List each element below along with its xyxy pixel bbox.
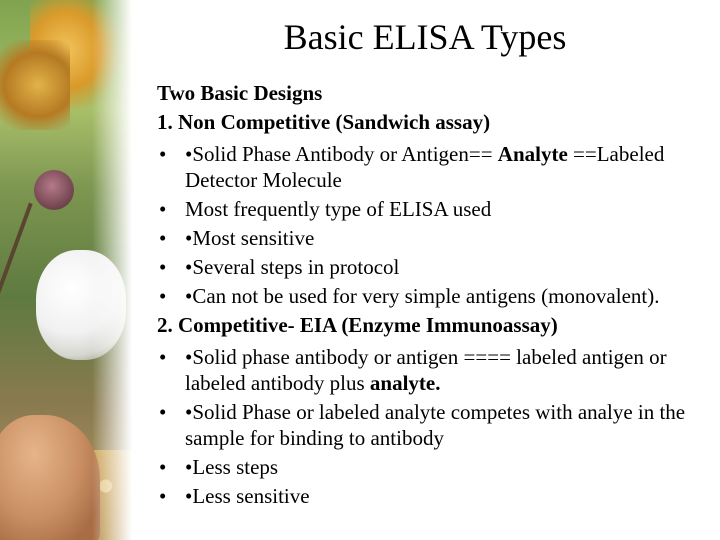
decorative-photo-strip: [0, 0, 132, 540]
item-text-end: ==Labeled Detector Molecule: [185, 142, 665, 192]
item-text: •Solid Phase Antibody or Antigen==: [185, 142, 498, 166]
slide-title: Basic ELISA Types: [283, 17, 567, 57]
list-item: [157, 344, 717, 396]
item-text: Most frequently type of ELISA used: [185, 197, 492, 221]
list-item: [157, 399, 717, 451]
item-bold-text: Analyte: [497, 142, 568, 166]
bullet: •: [159, 226, 167, 250]
item-text: •Can not be used for very simple antigens (monovalent).: [185, 284, 660, 308]
bullet: •: [159, 455, 167, 479]
list-item: [157, 283, 717, 309]
section1-heading: 1. Non Competitive (Sandwich assay): [157, 110, 491, 134]
bullet: •: [159, 255, 167, 279]
bullet: •: [159, 197, 167, 221]
item-bold-text: analyte.: [369, 371, 441, 395]
list-item: [157, 225, 717, 251]
list-item: [157, 141, 717, 193]
list-item: [157, 483, 717, 509]
section2-heading: 2. Competitive- EIA (Enzyme Immunoassay): [157, 313, 558, 337]
item-text: •Several steps in protocol: [185, 255, 400, 279]
bullet: •: [159, 142, 167, 166]
cotton-bud-image: [34, 170, 74, 210]
list-item: [157, 196, 717, 222]
bullet: •: [159, 284, 167, 308]
designs-heading: Two Basic Designs: [157, 81, 323, 105]
bullet: •: [159, 400, 167, 424]
item-text: •Less sensitive: [185, 484, 310, 508]
item-text: •Most sensitive: [185, 226, 315, 250]
slide-body: [157, 80, 717, 509]
bullet: •: [159, 484, 167, 508]
strip-fade: [92, 0, 132, 540]
item-text: •Less steps: [185, 455, 279, 479]
item-text: •Solid Phase or labeled analyte competes with analye in the sample for binding to antibody: [185, 400, 686, 450]
item-text: •Solid phase antibody or antigen ==== labeled antigen or labeled antibody plus: [185, 345, 667, 395]
bullet: •: [159, 345, 167, 369]
list-item: [157, 254, 717, 280]
list-item: [157, 454, 717, 480]
